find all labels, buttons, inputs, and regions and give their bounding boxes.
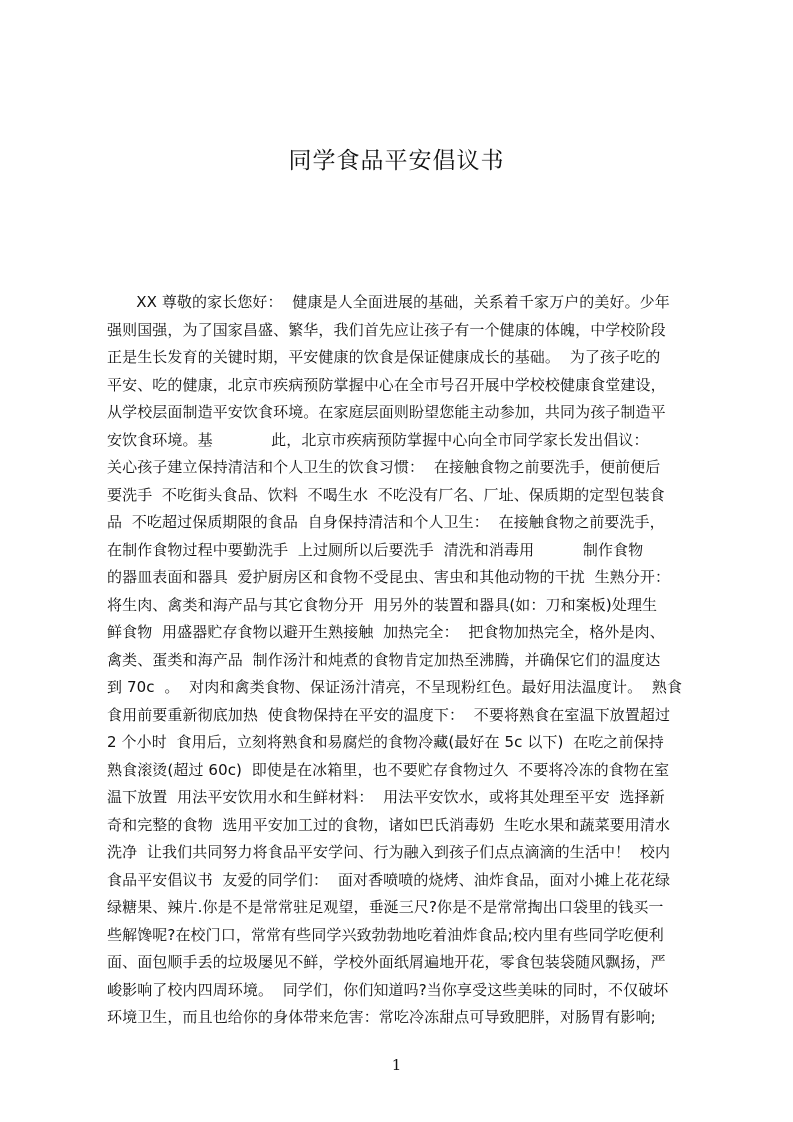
body-line: 在制作食物过程中要勤洗手 上过厕所以后要洗手 清洗和消毒用 制作食物 bbox=[107, 540, 644, 559]
body-line: 食品平安倡议书 友爱的同学们： 面对香喷喷的烧烤、油炸食品，面对小摊上花花绿 bbox=[107, 870, 671, 889]
document-title: 同学食品平安倡议书 bbox=[288, 148, 505, 174]
document-body bbox=[107, 289, 699, 1032]
body-line: 强则国强，为了国家昌盛、繁华，我们首先应让孩子有一个健康的体魄，中学校阶段 bbox=[107, 320, 666, 339]
body-line: 环境卫生，而且也给你的身体带来危害：常吃冷冻甜点可导致肥胖，对肠胃有影响; bbox=[107, 1008, 656, 1026]
body-line: 的器皿表面和器具 爱护厨房区和食物不受昆虫、害虫和其他动物的干扰 生熟分开： bbox=[107, 568, 671, 586]
body-line: 将生肉、禽类和海产品与其它食物分开 用另外的装置和器具(如：刀和案板)处理生 bbox=[107, 595, 658, 614]
body-line: 峻影响了校内四周环境。 同学们，你们知道吗?当你享受这些美味的同时，不仅破坏 bbox=[107, 980, 669, 999]
body-line: 面、面包顺手丢的垃圾屡见不鲜，学校外面纸屑遍地开花，零食包装袋随风飘扬，严 bbox=[107, 953, 666, 971]
body-line: 到 70c 。 对肉和禽类食物、保证汤汁清亮，不呈现粉红色。最好用法温度计。 熟食 bbox=[107, 678, 683, 696]
page-number: 1 bbox=[391, 1056, 402, 1074]
body-line: 奇和完整的食物 选用平安加工过的食物，诸如巴氏消毒奶 生吃水果和蔬菜要用清水 bbox=[107, 815, 671, 834]
body-line: 温下放置 用法平安饮用水和生鲜材料： 用法平安饮水，或将其处理至平安 选择新 bbox=[107, 788, 665, 806]
body-line: 些解馋呢?在校门口，常常有些同学兴致勃勃地吃着油炸食品;校内里有些同学吃便利 bbox=[107, 925, 664, 944]
body-line: XX 尊敬的家长您好： 健康是人全面进展的基础，关系着千家万户的美好。少年 bbox=[107, 293, 670, 311]
body-line: 从学校层面制造平安饮食环境。在家庭层面则盼望您能主动参加，共同为孩子制造平 bbox=[107, 403, 666, 421]
body-line: 绿糖果、辣片.你是不是常常驻足观望，垂涎三尺?你是不是常常掏出口袋里的钱买一 bbox=[107, 898, 664, 916]
body-line: 正是生长发育的关键时期，平安健康的饮食是保证健康成长的基础。 为了孩子吃的 bbox=[107, 348, 661, 366]
body-line: 要洗手 不吃街头食品、饮料 不喝生水 不吃没有厂名、厂址、保质期的定型包装食 bbox=[107, 485, 665, 504]
body-line: 品 不吃超过保质期限的食品 自身保持清洁和个人卫生： 在接触食物之前要洗手， bbox=[107, 513, 665, 531]
body-line: 2 个小时 食用后，立刻将熟食和易腐烂的食物冷藏(最好在 5c 以下) 在吃之前保持 bbox=[107, 733, 664, 751]
body-line: 关心孩子建立保持清洁和个人卫生的饮食习惯： 在接触食物之前要洗手，便前便后 bbox=[107, 458, 661, 476]
body-line: 熟食滚烫(超过 60c) 即使是在冰箱里，也不要贮存食物过久 不要将冷冻的食物在室 bbox=[107, 760, 670, 779]
body-line: 食用前要重新彻底加热 使食物保持在平安的温度下： 不要将熟食在室温下放置超过 bbox=[107, 705, 671, 724]
body-line: 平安、吃的健康，北京市疾病预防掌握中心在全市号召开展中学校校健康食堂建设， bbox=[107, 375, 666, 394]
body-line: 鲜食物 用盛器贮存食物以避开生熟接触 加热完全： 把食物加热完全，格外是肉、 bbox=[107, 623, 665, 641]
body-line: 安饮食环境。基 此，北京市疾病预防掌握中心向全市同学家长发出倡议： bbox=[107, 430, 649, 449]
body-line: 洗净 让我们共同努力将食品平安学问、行为融入到孩子们点点滴滴的生活中！ 校内 bbox=[107, 843, 671, 861]
body-line: 禽类、蛋类和海产品 制作汤汁和炖煮的食物肯定加热至沸腾，并确保它们的温度达 bbox=[107, 650, 661, 669]
